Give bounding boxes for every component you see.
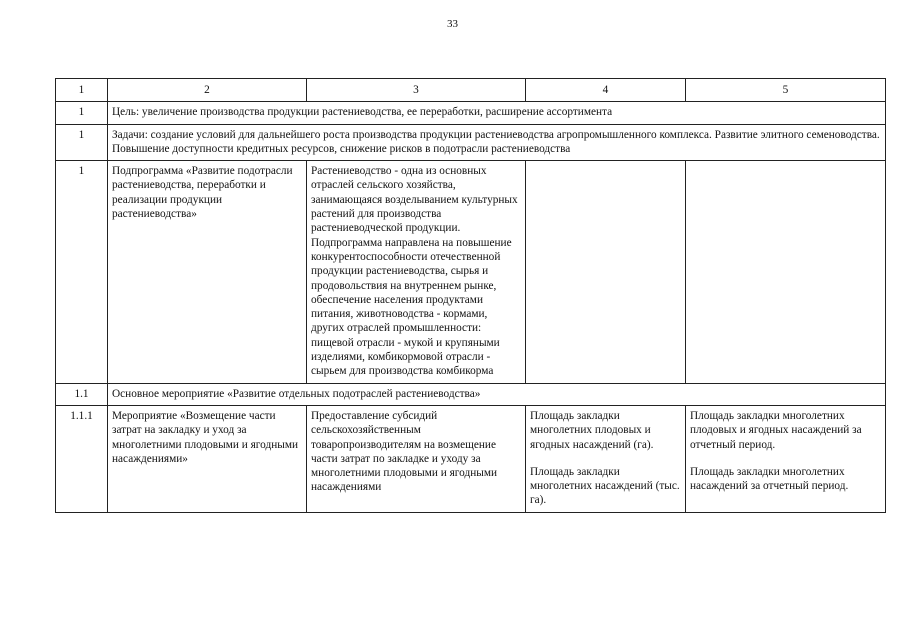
measure-indicators (526, 405, 686, 512)
tasks-row (56, 124, 886, 161)
measure-name: Мероприятие «Возмещение части затрат на закладку и уход за многолетними плодовыми и ягодными насаждениями» (108, 405, 307, 512)
subprogram-row (56, 161, 886, 383)
measure-description: Предоставление субсидий сельскохозяйственным товаропроизводителям на возмещение части затрат по закладке и уходу за многолетними плодовыми и ягодными насаждениями (307, 405, 526, 512)
indicator-item: Площадь закладки многолетних насаждений (тыс. га). (530, 465, 680, 507)
header-row (56, 79, 886, 102)
subprogram-col5 (686, 161, 886, 383)
goal-text: Цель: увеличение производства продукции растениеводства, ее переработки, расширение ассортимента (108, 102, 886, 124)
header-cell-5: 5 (686, 79, 886, 102)
tasks-number: 1 (56, 124, 108, 161)
header-cell-2: 2 (108, 79, 307, 102)
main-measure-text: Основное мероприятие «Развитие отдельных подотраслей растениеводства» (108, 383, 886, 405)
header-cell-1: 1 (56, 79, 108, 102)
target-item: Площадь закладки многолетних насаждений за отчетный период. (690, 465, 849, 493)
program-table (55, 78, 886, 513)
measure-number: 1.1.1 (56, 405, 108, 512)
page-number: 33 (447, 18, 458, 30)
header-cell-4: 4 (526, 79, 686, 102)
indicator-item: Площадь закладки многолетних плодовых и ягодных насаждений (га). (530, 409, 654, 451)
subprogram-description: Растениеводство - одна из основных отраслей сельского хозяйства, занимающаяся возделыванием культурных растений для производства растениеводческой продукции. Подпрограмма направлена на повышение конкурентоспособности отечественной продукции растениеводства, сырья и продовольствия на внутреннем рынке, обеспечение населения продуктами питания, животноводства - кормами, других отраслей промышленности: пищевой отрасли - мукой и крупяными изделиями, комбикормовой отрасли - сырьем для производства комбикорма (307, 161, 526, 383)
goal-row (56, 102, 886, 124)
subprogram-number: 1 (56, 161, 108, 383)
main-measure-number: 1.1 (56, 383, 108, 405)
goal-number: 1 (56, 102, 108, 124)
subprogram-col4 (526, 161, 686, 383)
tasks-text: Задачи: создание условий для дальнейшего роста производства продукции растениеводства агропромышленного комплекса. Развитие элитного семеноводства. Повышение доступности кредитных ресурсов, снижение рисков в подотрасли растениеводства (108, 124, 886, 161)
subprogram-name: Подпрограмма «Развитие подотрасли растениеводства, переработки и реализации продукции растениеводства» (108, 161, 307, 383)
target-item: Площадь закладки многолетних плодовых и ягодных насаждений за отчетный период. (690, 409, 862, 451)
header-cell-3: 3 (307, 79, 526, 102)
measure-row (56, 405, 886, 512)
measure-targets (686, 405, 886, 512)
main-measure-row (56, 383, 886, 405)
